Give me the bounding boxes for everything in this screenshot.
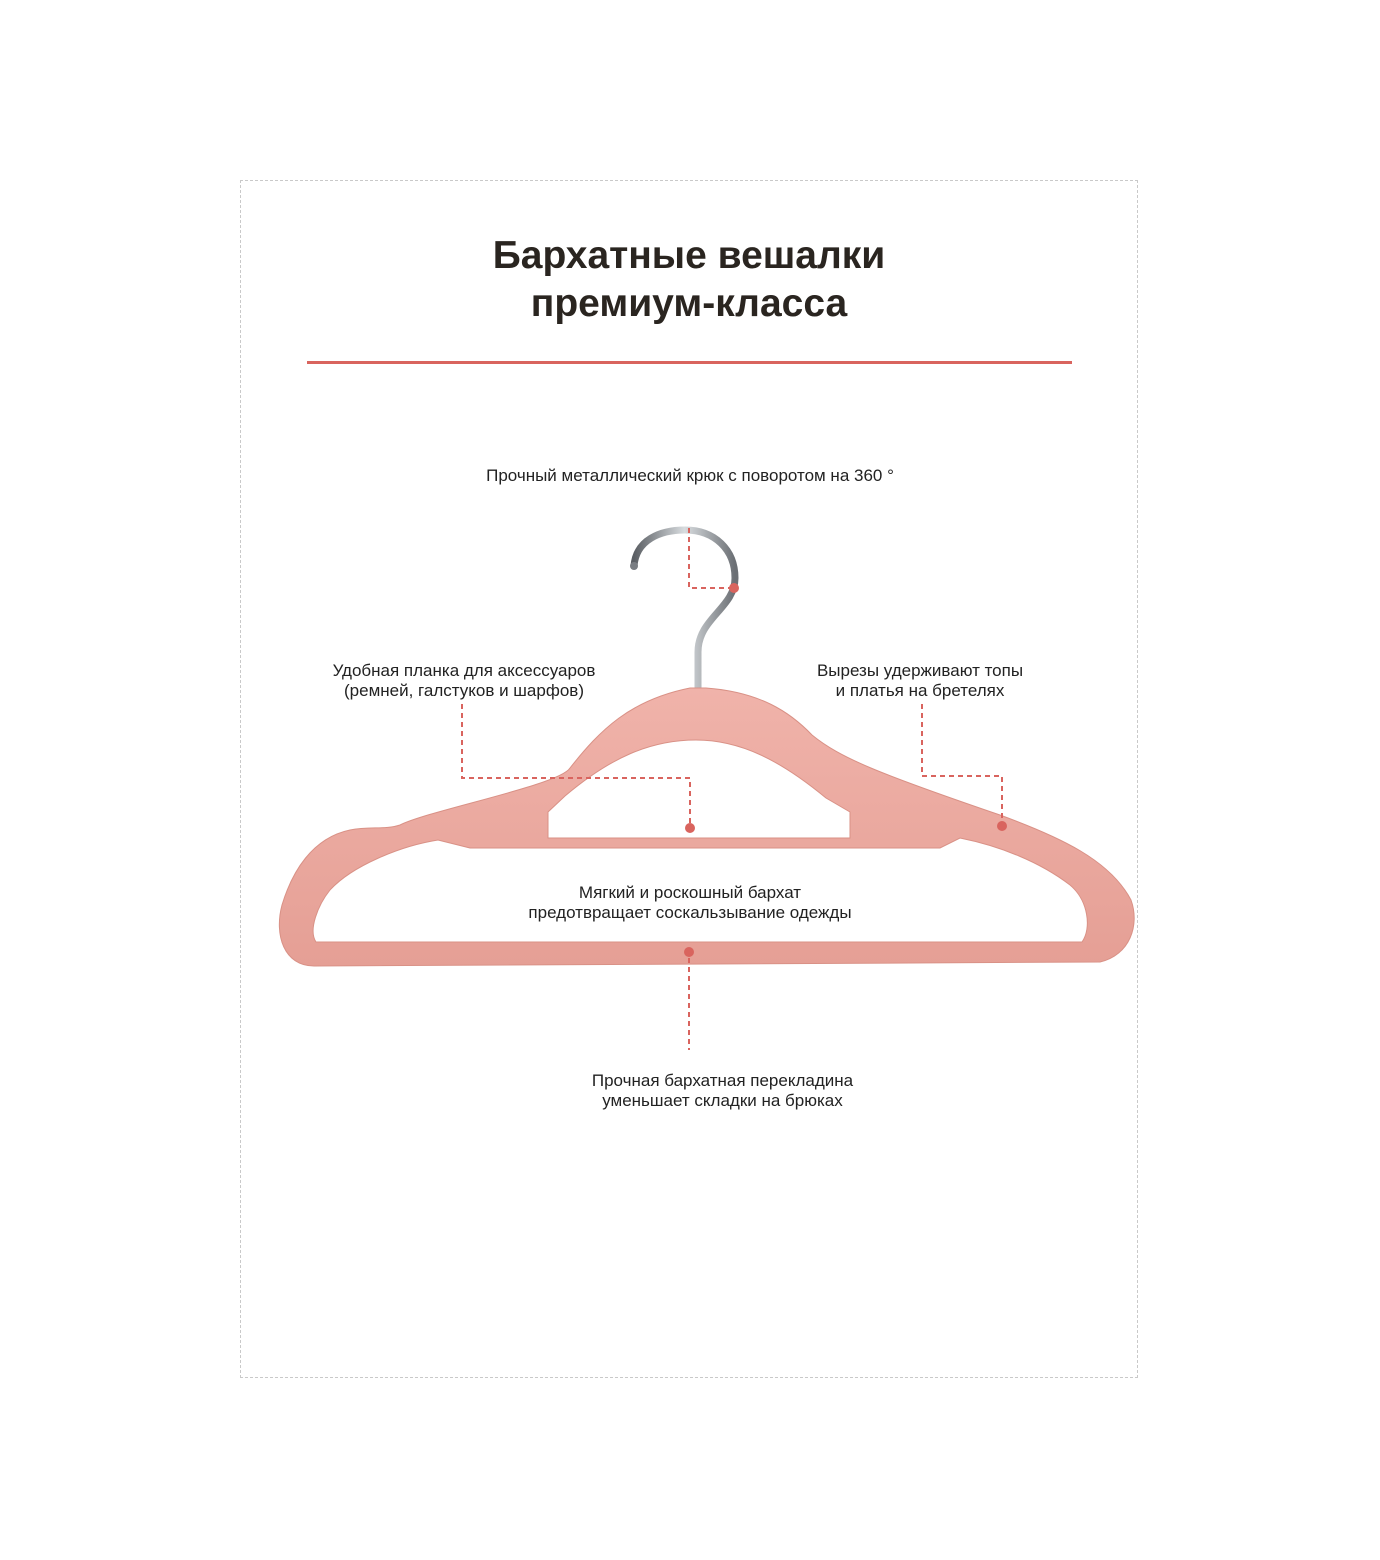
velvet-callout-line-2: предотвращает соскальзывание одежды [528,903,852,922]
crossbar-callout-line-1: Прочная бархатная перекладина [591,1071,854,1090]
title-line-2: премиум-класса [530,282,848,325]
velvet-callout-line-1: Мягкий и роскошный бархат [578,883,802,902]
hook-callout-line-1: Прочный металлический крюк с поворотом на 360 ° [486,466,894,485]
hook-tip [630,562,638,570]
title-line-1: Бархатные вешалки [492,234,886,277]
accessory-bar-marker [685,823,695,833]
notches-callout-line-1: Вырезы удерживают топы [816,661,1024,680]
hook-callout [440,466,940,486]
velvet-callout [480,883,900,923]
accessory-bar-callout [300,661,628,701]
accessory-bar-callout-line-2: (ремней, галстуков и шарфов) [344,681,584,700]
notches-callout-line-2: и платья на бретелях [835,681,1005,700]
notches-callout [780,661,1060,701]
notches-marker [997,821,1007,831]
hook-marker [729,583,739,593]
crossbar-callout [520,1071,925,1111]
metal-hook [634,530,735,690]
crossbar-callout-line-2: уменьшает складки на брюках [602,1091,843,1110]
crossbar-marker [684,947,694,957]
accessory-bar-callout-line-1: Удобная планка для аксессуаров [332,661,596,680]
